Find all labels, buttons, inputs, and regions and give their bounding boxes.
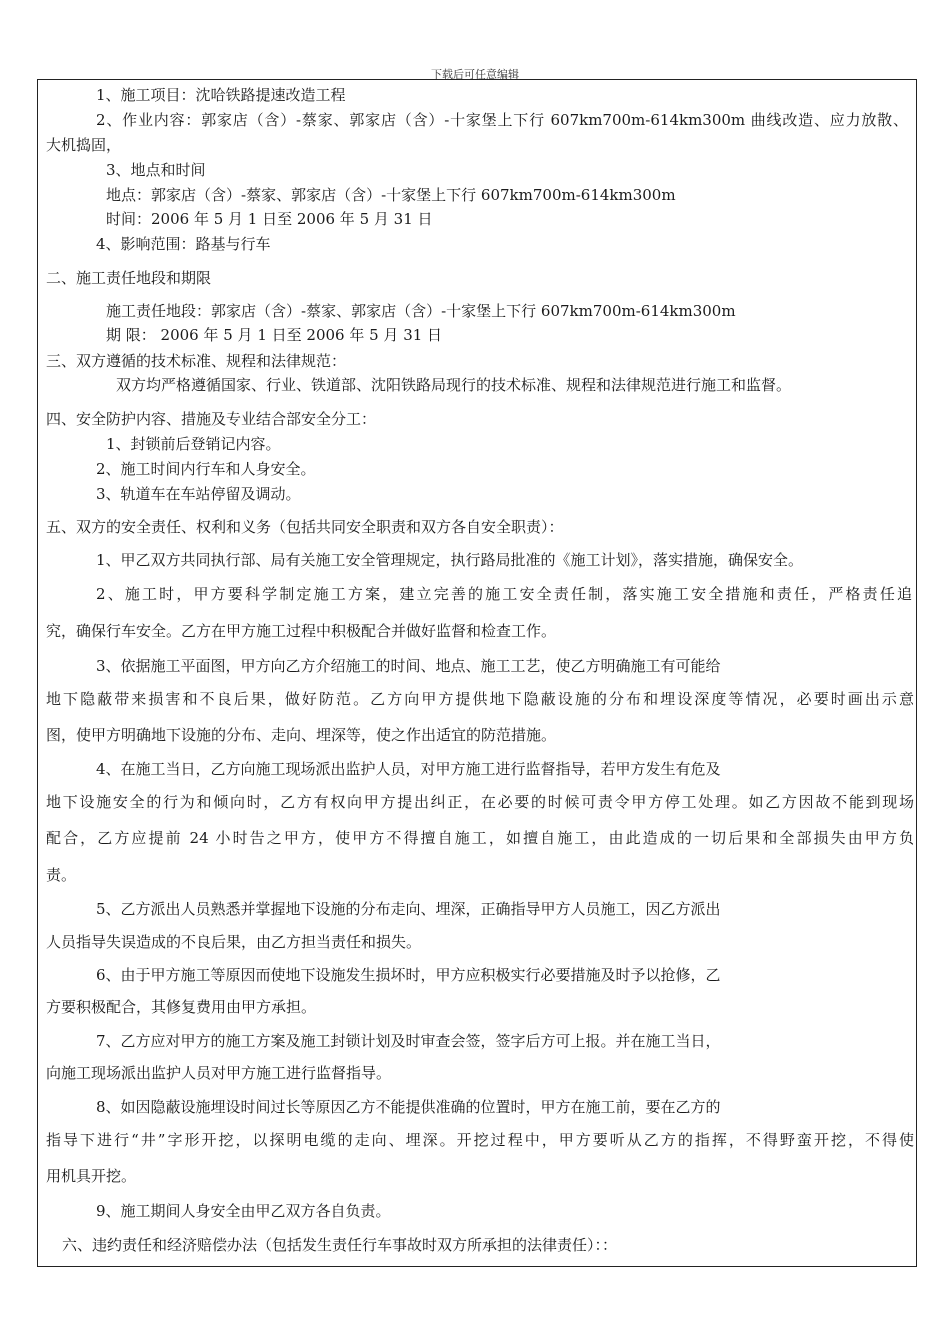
- text-line: 8、如因隐蔽设施埋设时间过长等原因乙方不能提供准确的位置时，甲方在施工前，要在乙方的: [96, 1098, 721, 1116]
- text-line: 地下隐蔽带来损害和不良后果，做好防范。乙方向甲方提供地下隐蔽设施的分布和埋设深度等情况，必要时画出示意: [46, 690, 914, 708]
- text-line: 大机捣固，: [46, 136, 122, 154]
- text-line: 2、作业内容：郭家店（含）-蔡家、郭家店（含）-十家堡上下行 607km700m-614km300m 曲线改造、应力放散、: [96, 111, 908, 129]
- section-heading: 二、施工责任地段和期限: [46, 269, 212, 287]
- text-line: 向施工现场派出监护人员对甲方施工进行监督指导。: [46, 1064, 392, 1082]
- text-line: 人员指导失误造成的不良后果，由乙方担当责任和损失。: [46, 933, 422, 951]
- text-line: 究，确保行车安全。乙方在甲方施工过程中积极配合并做好监督和检查工作。: [46, 622, 557, 640]
- text-line: 4、在施工当日，乙方向施工现场派出监护人员，对甲方施工进行监督指导，若甲方发生有危及: [96, 760, 721, 778]
- section-heading: 四、安全防护内容、措施及专业结合部安全分工：: [46, 410, 377, 428]
- text-line: 责。: [46, 866, 77, 884]
- section-heading: 六、违约责任和经济赔偿办法（包括发生责任行车事故时双方所承担的法律责任）：：: [62, 1236, 618, 1254]
- text-line: 5、乙方派出人员熟悉并掌握地下设施的分布走向、埋深，正确指导甲方人员施工，因乙方派出: [96, 900, 721, 918]
- text-line: 2、施工时间内行车和人身安全。: [96, 460, 316, 478]
- text-line: 指导下进行“井”字形开挖，以探明电缆的走向、埋深。开挖过程中，甲方要听从乙方的指挥，不得野蛮开挖，不得使: [46, 1131, 914, 1149]
- text-line: 3、依据施工平面图，甲方向乙方介绍施工的时间、地点、施工工艺，使乙方明确施工有可能给: [96, 657, 721, 675]
- text-line: 3、地点和时间: [106, 161, 206, 179]
- text-line: 4、影响范围：路基与行车: [96, 235, 271, 253]
- text-line: 3、轨道车在车站停留及调动。: [96, 485, 301, 503]
- text-line: 2、施工时，甲方要科学制定施工方案，建立完善的施工安全责任制，落实施工安全措施和责任，严格责任追: [96, 585, 912, 603]
- text-line: 图，使甲方明确地下设施的分布、走向、埋深等，使之作出适宜的防范措施。: [46, 726, 557, 744]
- text-line: 1、施工项目：沈哈铁路提速改造工程: [96, 86, 346, 104]
- text-line: 配合，乙方应提前 24 小时告之甲方，使甲方不得擅自施工，如擅自施工，由此造成的一切后果和全部损失由甲方负: [46, 829, 914, 847]
- text-line: 双方均严格遵循国家、行业、铁道部、沈阳铁路局现行的技术标准、规程和法律规范进行施工和监督。: [116, 376, 792, 394]
- text-line: 1、甲乙双方共同执行部、局有关施工安全管理规定，执行路局批准的《施工计划》，落实措施，确保安全。: [96, 551, 804, 569]
- text-line: 时间：2006 年 5 月 1 日至 2006 年 5 月 31 日: [106, 210, 433, 228]
- text-line: 期 限： 2006 年 5 月 1 日至 2006 年 5 月 31 日: [106, 326, 443, 344]
- text-line: 地下设施安全的行为和倾向时，乙方有权向甲方提出纠正，在必要的时候可责令甲方停工处理。如乙方因故不能到现场: [46, 793, 914, 811]
- text-line: 1、封锁前后登销记内容。: [106, 435, 281, 453]
- text-line: 6、由于甲方施工等原因而使地下设施发生损坏时，甲方应积极实行必要措施及时予以抢修，乙: [96, 966, 721, 984]
- text-line: 施工责任地段：郭家店（含）-蔡家、郭家店（含）-十家堡上下行 607km700m-614km300m: [106, 302, 736, 320]
- text-line: 7、乙方应对甲方的施工方案及施工封锁计划及时审查会签，签字后方可上报。并在施工当日，: [96, 1032, 721, 1050]
- section-heading: 三、双方遵循的技术标准、规程和法律规范：: [46, 352, 347, 370]
- section-heading: 五、双方的安全责任、权利和义务（包括共同安全职责和双方各自安全职责）：: [46, 518, 564, 536]
- text-line: 地点：郭家店（含）-蔡家、郭家店（含）-十家堡上下行 607km700m-614km300m: [106, 186, 676, 204]
- text-line: 9、施工期间人身安全由甲乙双方各自负责。: [96, 1202, 391, 1220]
- page-header: 下载后可任意编辑: [431, 68, 519, 81]
- text-line: 用机具开挖。: [46, 1167, 137, 1185]
- text-line: 方要积极配合，其修复费用由甲方承担。: [46, 998, 317, 1016]
